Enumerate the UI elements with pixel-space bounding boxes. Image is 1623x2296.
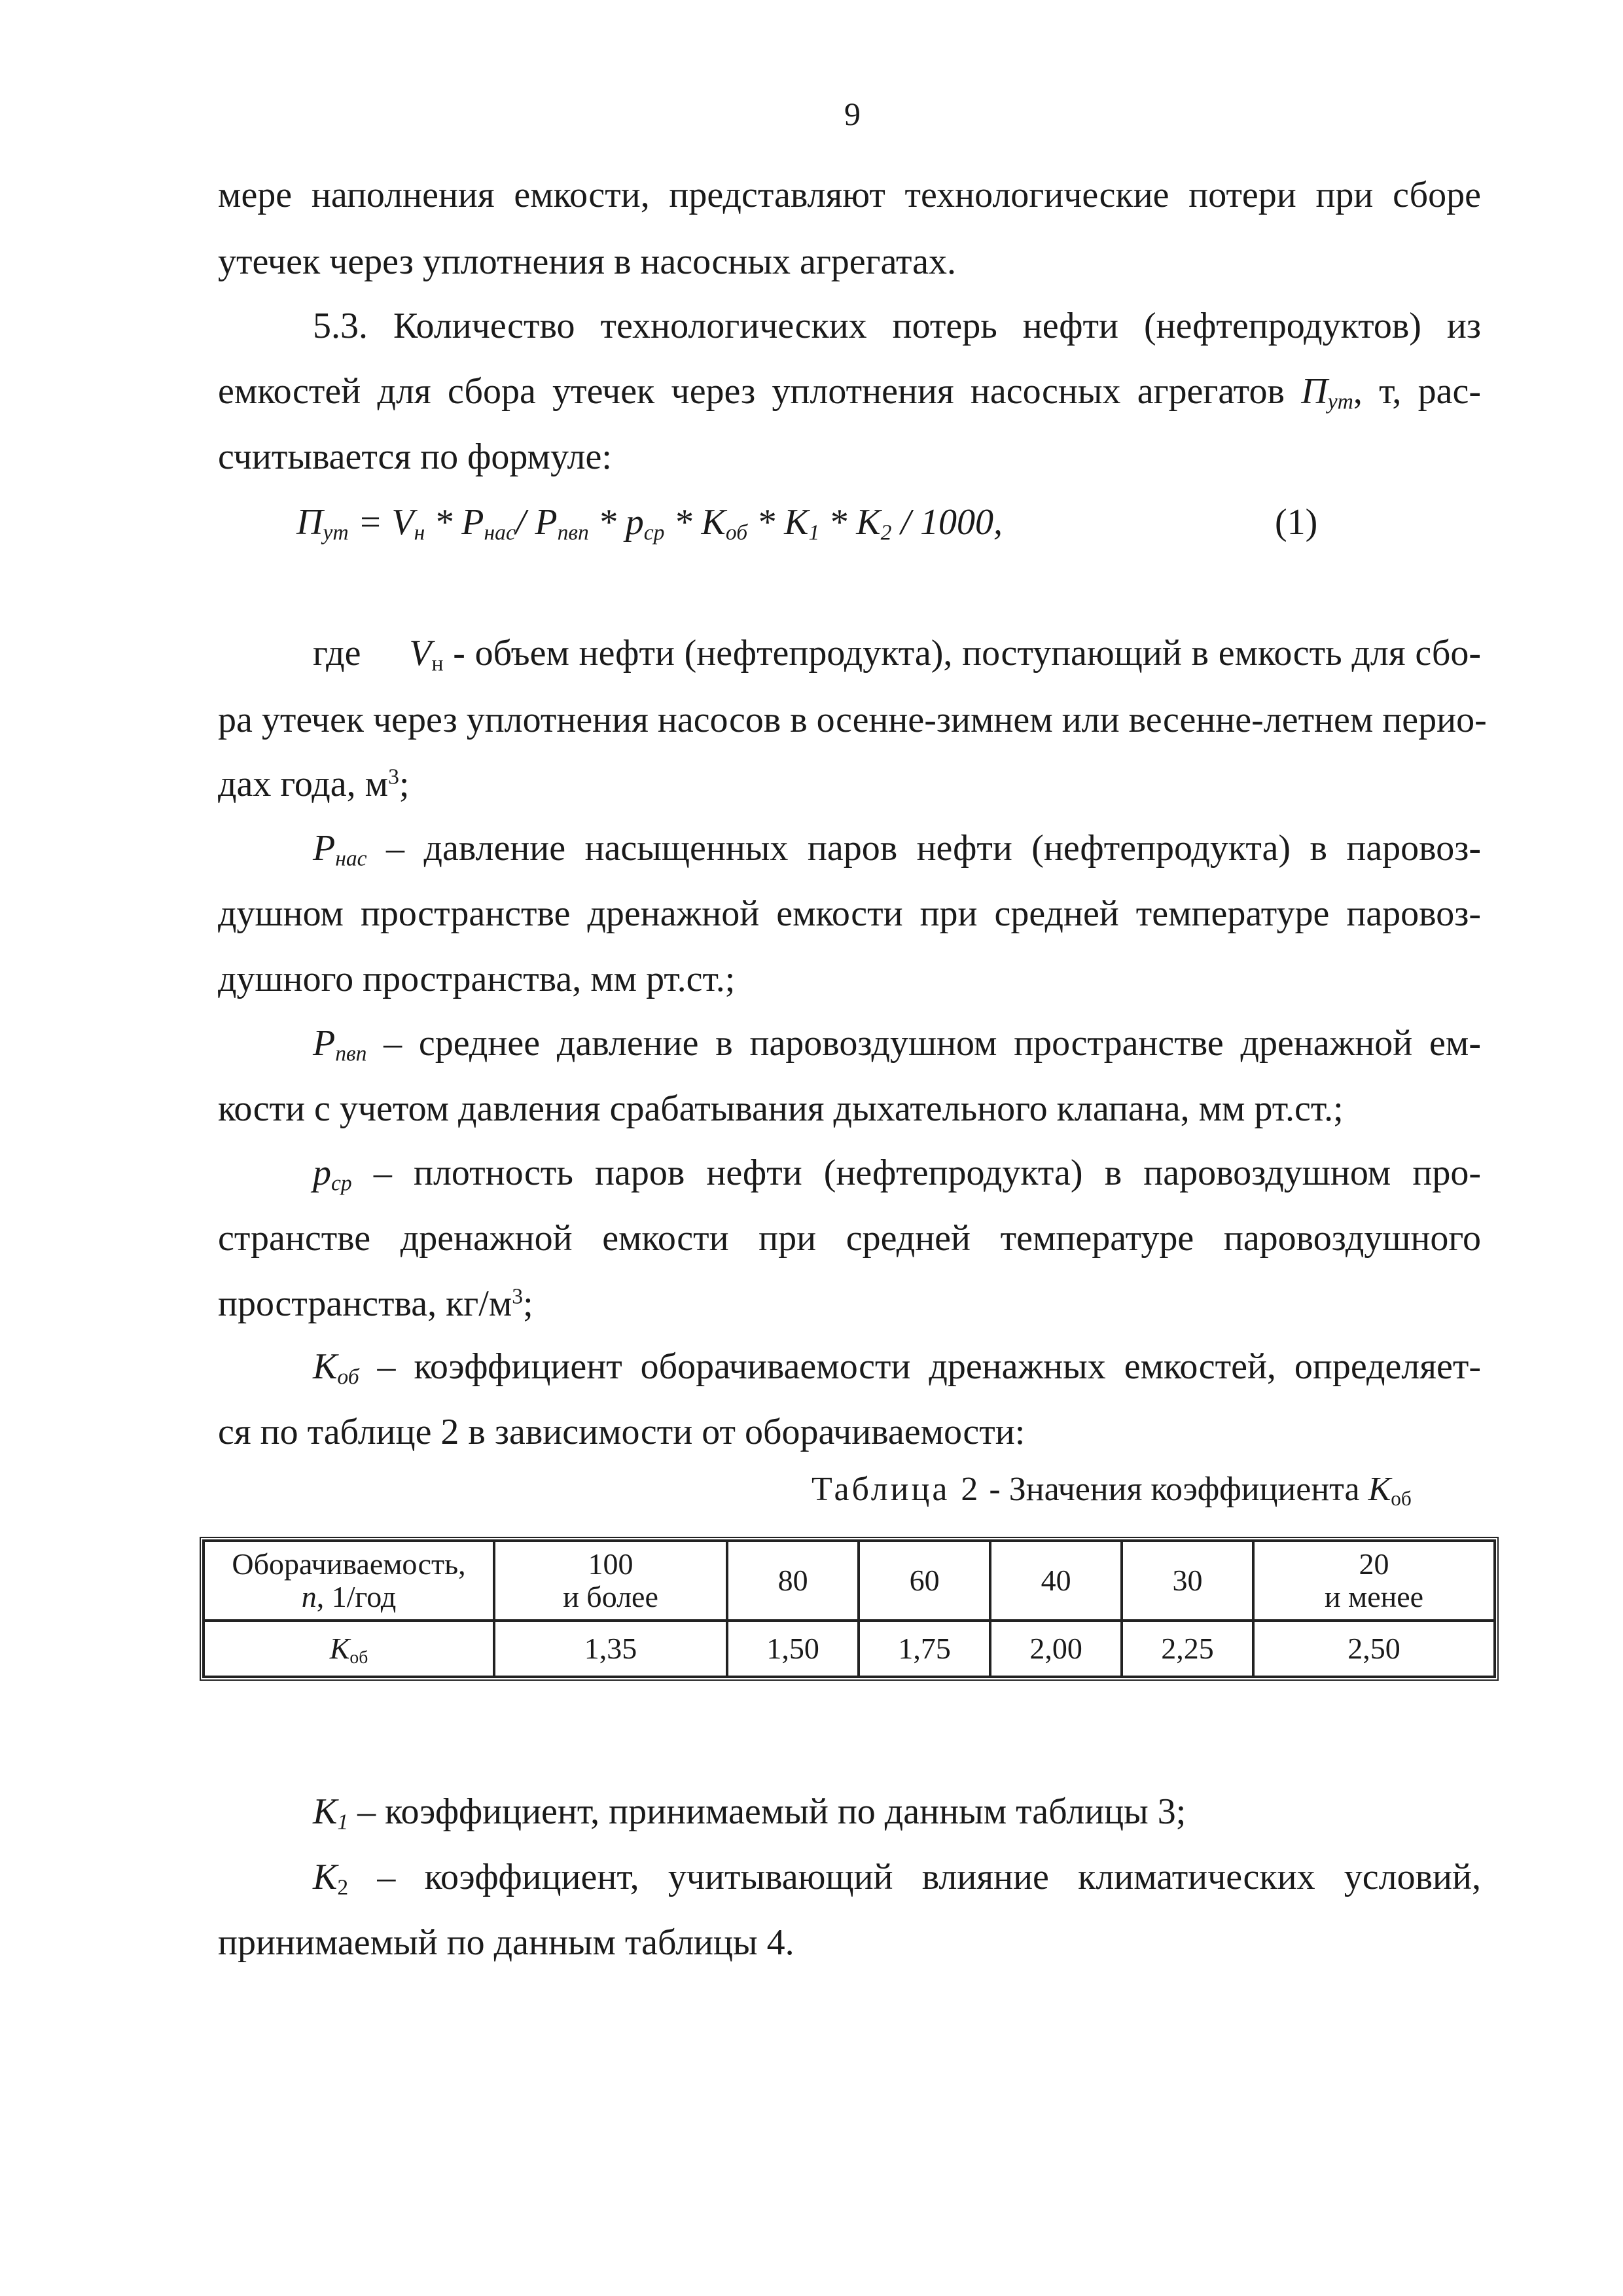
table-cell: 2,00 [990,1621,1122,1677]
table-header-cell: 40 [990,1541,1122,1621]
definition-kob: $K_{об}$ – коэффициент оборачиваемости дренажных емкостей, определяет- [313,1346,1481,1390]
definition-ppvp: $P_{пвп}$ – среднее давление в паровоздушном пространстве дренажной ем- [313,1023,1481,1066]
formula: $П_{ут} = V_н * P_{нас}/$ $P_{пвп} * p_{ср} * K_{об} * K_1 * K_2 / 1000$, [296,502,1003,545]
paragraph-line: 5.3. Количество технологических потерь нефти (нефтепродуктов) из [313,306,1481,346]
paragraph-line: емкостей для сбора утечек через уплотнения насосных агрегатов $П_{ут}$, т, рас- [218,371,1482,414]
paragraph-line: дах года, $м^3$; [218,764,410,804]
definition-pcp: $p_{ср}$ – плотность паров нефти (нефтепродукта) в паровоздушном про- [313,1153,1481,1196]
table-header-cell: 80 [727,1541,859,1621]
table-cell: 1,75 [859,1621,990,1677]
paragraph-line: принимаемый по данным таблицы 4. [218,1922,794,1963]
table-header-cell: Оборачиваемость, n, 1/год [204,1541,494,1621]
definition-pnas: $P_{нас}$ – давление насыщенных паров нефти (нефтепродукта) в паровоз- [313,828,1481,871]
table-cell: 2,25 [1122,1621,1253,1677]
definition-k2: $K_2$ – коэффициент, учитывающий влияние климатических условий, [313,1857,1481,1900]
formula-number: (1) [1275,502,1318,543]
table-header-cell: 20 и менее [1253,1541,1495,1621]
paragraph-line: ся по таблице 2 в зависимости от оборачиваемости: [218,1412,1026,1452]
definition-vn: где $V_н$ - объем нефти (нефтепродукта), поступающий в емкость для сбо- [313,633,1482,676]
page-number: 9 [844,96,861,132]
table-cell: 1,35 [494,1621,727,1677]
table-row [204,1541,1495,1621]
paragraph-line: мере наполнения емкости, представляют технологические потери при сборе [218,175,1481,215]
table-cell: 1,50 [727,1621,859,1677]
table-header-cell: 100 и более [494,1541,727,1621]
paragraph-line: пространства, $кг/м^3$; [218,1283,533,1324]
table-row-header: $K_{об}$ [204,1621,494,1677]
table-cell: 2,50 [1253,1621,1495,1677]
coefficient-table [200,1537,1499,1681]
paragraph-line: утечек через уплотнения в насосных агрегатах. [218,242,957,282]
paragraph-line: кости с учетом давления срабатывания дыхательного клапана, мм рт.ст.; [218,1088,1344,1129]
paragraph-line: душного пространства, мм рт.ст.; [218,959,736,999]
paragraph-line: ра утечек через уплотнения насосов в осенне-зимнем или весенне-летнем перио- [218,700,1487,740]
paragraph-line: считывается по формуле: [218,437,612,477]
table-header-cell: 30 [1122,1541,1253,1621]
definition-k1: $K_1$ – коэффициент, принимаемый по данным таблицы 3; [313,1791,1186,1835]
table-row [204,1621,1495,1677]
paragraph-line: душном пространстве дренажной емкости при средней температуре паровоз- [218,893,1481,934]
table-caption: Таблица 2 - Значения коэффициента $K_{об}$ [812,1471,1412,1510]
table-header-cell: 60 [859,1541,990,1621]
paragraph-line: странстве дренажной емкости при средней температуре паровоздушного [218,1218,1481,1259]
